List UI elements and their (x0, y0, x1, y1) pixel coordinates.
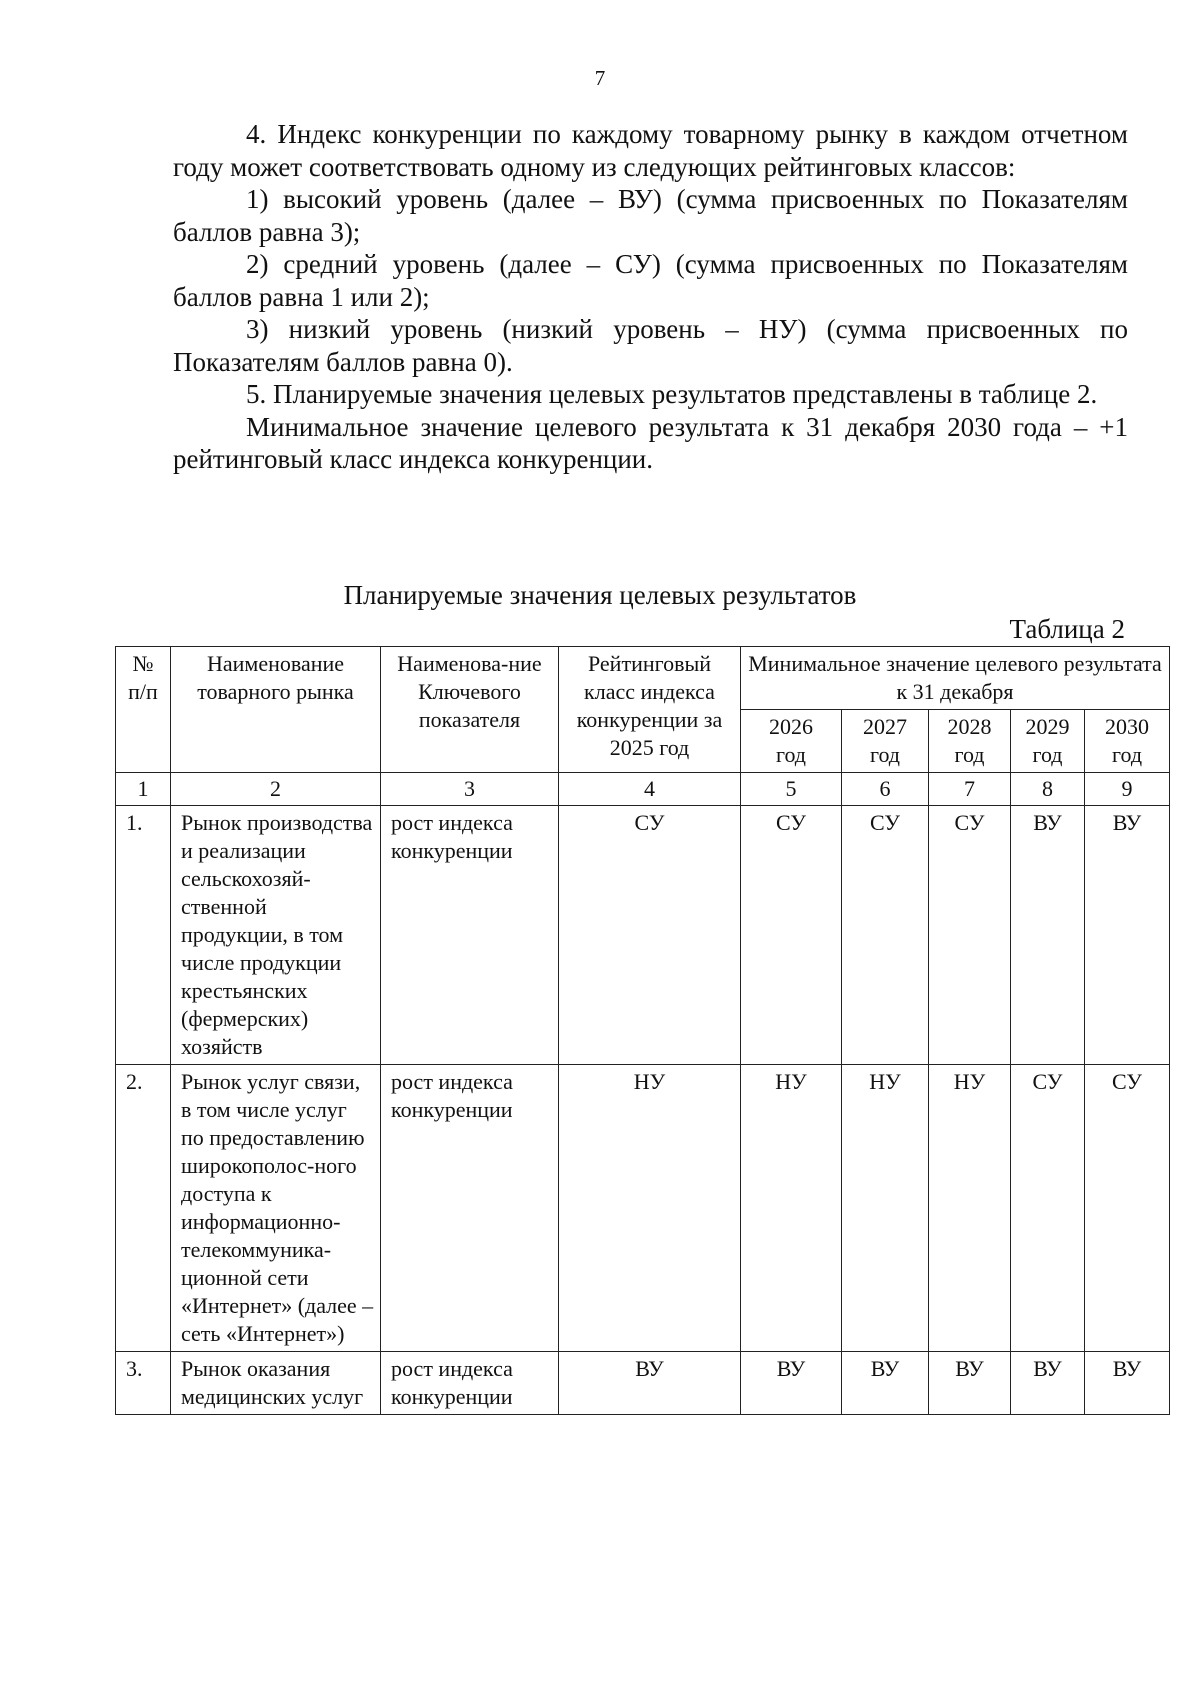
paragraph: 5. Планируемые значения целевых результатов представлены в таблице 2. (246, 379, 1098, 409)
header-year (1011, 710, 1085, 773)
year-unit: год (1032, 742, 1063, 767)
year-unit: год (775, 742, 807, 767)
paragraph: 1) высокий уровень (далее – ВУ) (сумма присвоенных по Показателям баллов равна 3); (173, 184, 1128, 247)
row-market: Рынок производства и реализации сельскохозяй-ственной продукции, в том числе продукции крестьянских (фермерских) хозяйств (171, 806, 381, 1065)
header-market: Наименование товарного рынка (171, 647, 381, 773)
column-number: 5 (741, 773, 842, 806)
header-year (842, 710, 929, 773)
header-indicator: Наименова-ние Ключевого показателя (381, 647, 559, 773)
row-value: СУ (842, 806, 929, 1065)
page-number: 7 (594, 66, 606, 90)
row-value: НУ (842, 1065, 929, 1352)
column-number: 7 (929, 773, 1011, 806)
year-unit: год (954, 742, 985, 767)
year-value: 2027 (863, 714, 907, 739)
year-value: 2030 (1105, 714, 1150, 739)
row-value: СУ (741, 806, 842, 1065)
row-value: ВУ (1011, 1352, 1085, 1415)
row-value: ВУ (929, 1352, 1011, 1415)
year-value: 2029 (1025, 714, 1070, 739)
table-row (116, 1352, 1170, 1415)
header-num: № п/п (116, 647, 171, 773)
header-class-2025: Рейтинговый класс индекса конкуренции за 2025 год (559, 647, 741, 773)
table-row (116, 1065, 1170, 1352)
row-class-2025: ВУ (559, 1352, 741, 1415)
column-number: 8 (1011, 773, 1085, 806)
row-class-2025: НУ (559, 1065, 741, 1352)
paragraph: 2) средний уровень (далее – СУ) (сумма присвоенных по Показателям баллов равна 1 или 2); (173, 249, 1128, 312)
row-indicator: рост индекса конкуренции (381, 1352, 559, 1415)
row-value: ВУ (741, 1352, 842, 1415)
row-indicator: рост индекса конкуренции (381, 806, 559, 1065)
row-num: 1. (116, 806, 171, 1065)
row-value: СУ (1011, 1065, 1085, 1352)
year-value: 2028 (947, 714, 992, 739)
column-number: 9 (1085, 773, 1170, 806)
table-title: Планируемые значения целевых результатов (343, 580, 857, 610)
paragraph: 3) низкий уровень (низкий уровень – НУ) (сумма присвоенных по Показателям баллов равна 0). (173, 314, 1128, 377)
row-class-2025: СУ (559, 806, 741, 1065)
year-unit: год (869, 742, 901, 767)
column-number: 6 (842, 773, 929, 806)
body-text (173, 118, 1128, 476)
column-number: 4 (559, 773, 741, 806)
header-year (929, 710, 1011, 773)
column-number: 2 (171, 773, 381, 806)
row-value: ВУ (842, 1352, 929, 1415)
row-value: ВУ (1085, 1352, 1170, 1415)
header-year (1085, 710, 1170, 773)
row-num: 3. (116, 1352, 171, 1415)
row-indicator: рост индекса конкуренции (381, 1065, 559, 1352)
row-value: ВУ (1011, 806, 1085, 1065)
row-value: ВУ (1085, 806, 1170, 1065)
year-unit: год (1112, 742, 1143, 767)
year-value: 2026 (769, 714, 813, 739)
column-numbers-row (116, 773, 1170, 806)
table-row (116, 806, 1170, 1065)
column-number: 3 (381, 773, 559, 806)
column-number: 1 (116, 773, 171, 806)
row-market: Рынок оказания медицинских услуг (171, 1352, 381, 1415)
targets-table (115, 646, 1170, 1415)
paragraph: 4. Индекс конкуренции по каждому товарному рынку в каждом отчетном году может соответствовать одному из следующих рейтинговых классов: (173, 119, 1128, 182)
table-label: Таблица 2 (1009, 614, 1125, 644)
row-value: СУ (929, 806, 1011, 1065)
row-num: 2. (116, 1065, 171, 1352)
row-market: Рынок услуг связи, в том числе услуг по предоставлению широкополос-ного доступа к информационно-телекоммуника-ционной сети «Интернет» (далее – сеть «Интернет») (171, 1065, 381, 1352)
row-value: СУ (1085, 1065, 1170, 1352)
row-value: НУ (929, 1065, 1011, 1352)
header-year (741, 710, 842, 773)
header-min-value-group: Минимальное значение целевого результата к 31 декабря (741, 647, 1170, 710)
row-value: НУ (741, 1065, 842, 1352)
paragraph: Минимальное значение целевого результата к 31 декабря 2030 года – +1 рейтинговый класс индекса конкуренции. (173, 411, 1128, 474)
